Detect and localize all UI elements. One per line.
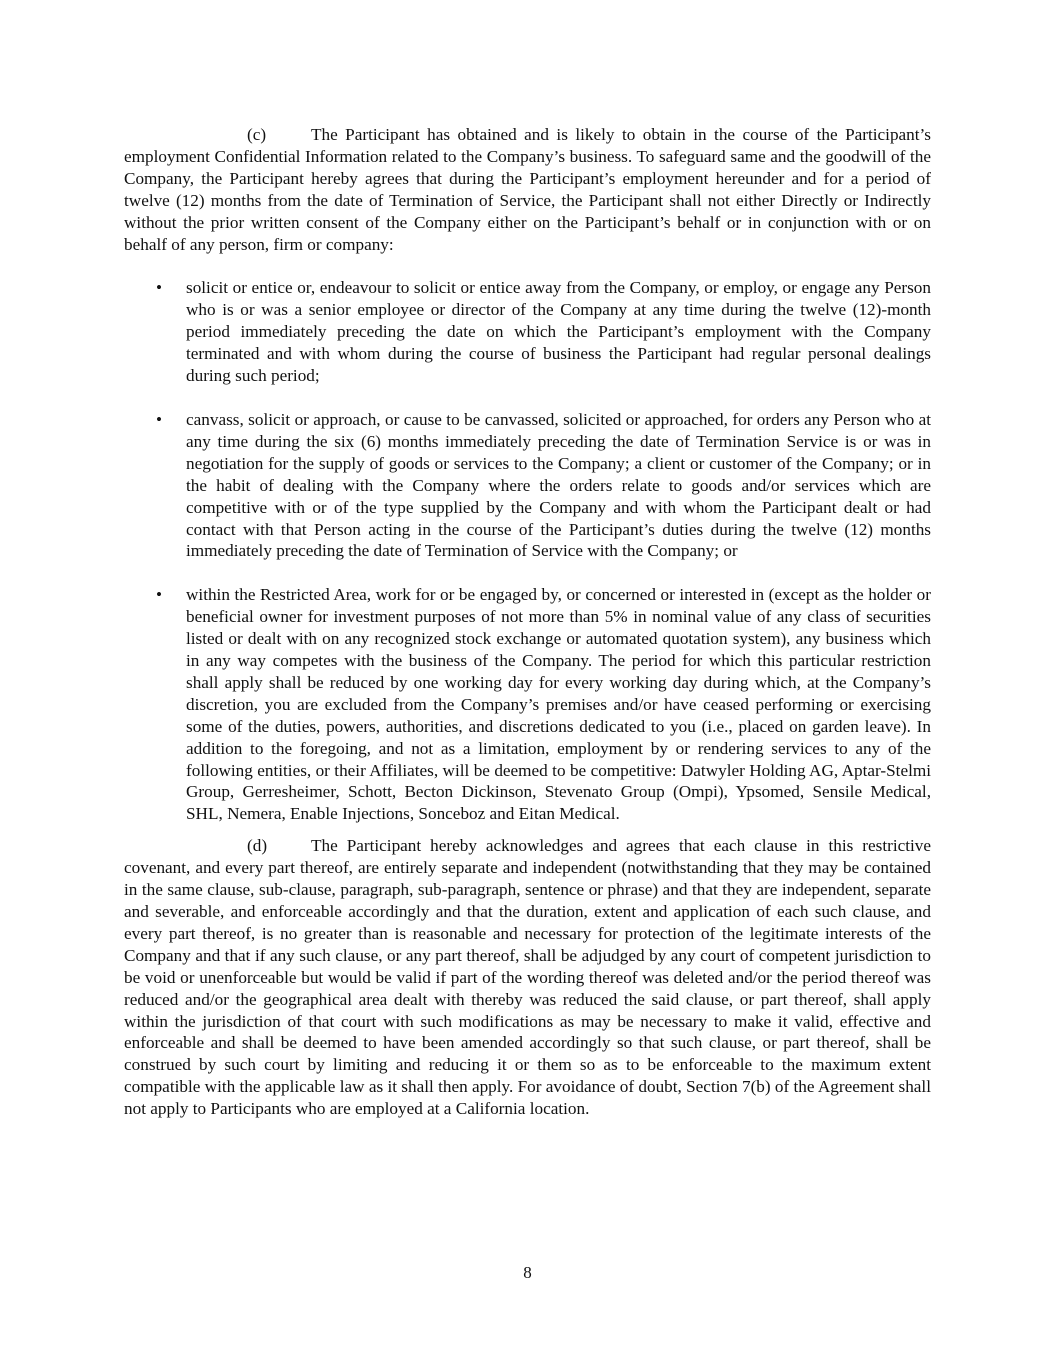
list-item — [124, 277, 931, 387]
bullet-text: canvass, solicit or approach, or cause to be canvassed, solicited or approached, for orders any Person who at any time during the six (6) months immediately preceding the date of Termination Service is or was in negotiation for the supply of goods or services to the Company; a client or customer of the Company; or in the habit of dealing with the Company where the orders relate to goods and/or services which are competitive with or of the type supplied by the Company and with whom the Participant dealt or had contact with that Person acting in the course of the Participant’s duties during the twelve (12) months immediately preceding the date of Termination of Service with the Company; or — [186, 409, 931, 561]
clause-c-paragraph — [124, 124, 931, 255]
page-number: 8 — [523, 1263, 532, 1282]
bullet-icon: • — [155, 278, 163, 298]
clause-d-paragraph — [124, 835, 931, 1120]
bullet-icon: • — [155, 409, 163, 429]
document-page — [124, 124, 931, 1120]
bullet-icon: • — [155, 585, 163, 605]
clause-c-text: The Participant has obtained and is likely to obtain in the course of the Participant’s employment Confidential Information related to the Company’s business. To safeguard same and the goodwill of the Company, the Participant hereby agrees that during the Participant’s employment hereunder and for a period of twelve (12) months from the date of Termination of Service, the Participant shall not either Directly or Indirectly without the prior written consent of the Company either on the Participant’s behalf or in conjunction with or on behalf of any person, firm or company: — [124, 125, 931, 254]
clause-c-label: (c) — [247, 125, 267, 144]
bullet-text: solicit or entice or, endeavour to solicit or entice away from the Company, or employ, or engage any Person who is or was a senior employee or director of the Company at any time during the twelve (12)-month period immediately preceding the date on which the Participant’s employment with the Company terminated and with whom during the course of business the Participant had regular personal dealings during such period; — [186, 278, 931, 386]
clause-d-text: The Participant hereby acknowledges and agrees that each clause in this restrictive covenant, and every part thereof, are entirely separate and independent (notwithstanding that they may be contained in the same clause, sub-clause, paragraph, sub-paragraph, sentence or phrase) and that they are independent, separate and severable, and enforceable accordingly and that the duration, extent and application of each such clause, and every part thereof, is no greater than is reasonable and necessary for protection of the legitimate interests of the Company and that if any such clause, or any part thereof, shall be adjudged by any court of competent jurisdiction to be void or unenforceable but would be valid if part of the wording thereof was deleted and/or the period thereof was reduced and/or the geographical area dealt with thereby was reduced the said clause, or part thereof, shall apply within the jurisdiction of that court with such modifications as may be necessary to make it valid, effective and enforceable and shall be deemed to have been amended accordingly so that such clause, or part thereof, shall be construed by such court by limiting and reducing it or them so as to be enforceable to the maximum extent compatible with the applicable law as it shall then apply. For avoidance of doubt, Section 7(b) of the Agreement shall not apply to Participants who are employed at a California location. — [124, 836, 931, 1119]
clause-d-label: (d) — [247, 836, 268, 856]
clause-c-bullet-list — [124, 277, 931, 825]
list-item — [124, 584, 931, 825]
bullet-text: within the Restricted Area, work for or be engaged by, or concerned or interested in (except as the holder or beneficial owner for investment purposes of not more than 5% in nominal value of any class of securities listed or dealt with on any recognized stock exchange or automated quotation system), any business which in any way competes with the business of the Company. The period for which this particular restriction shall apply shall be reduced by one working day for every working day during which, at the Company’s discretion, you are excluded from the Company’s premises and/or have ceased performing or exercising some of the duties, powers, authorities, and discretions dedicated to you (i.e., placed on garden leave). In addition to the foregoing, and not as a limitation, employment by or rendering services to any of the following entities, or their Affiliates, will be deemed to be competitive: Datwyler Holding AG, Aptar-Stelmi Group, Gerresheimer, Schott, Becton Dickinson, Stevenato Group (Ompi), Ypsomed, Sensile Medical, SHL, Nemera, Enable Injections, Sonceboz and Eitan Medical. — [186, 585, 931, 824]
list-item — [124, 409, 931, 562]
